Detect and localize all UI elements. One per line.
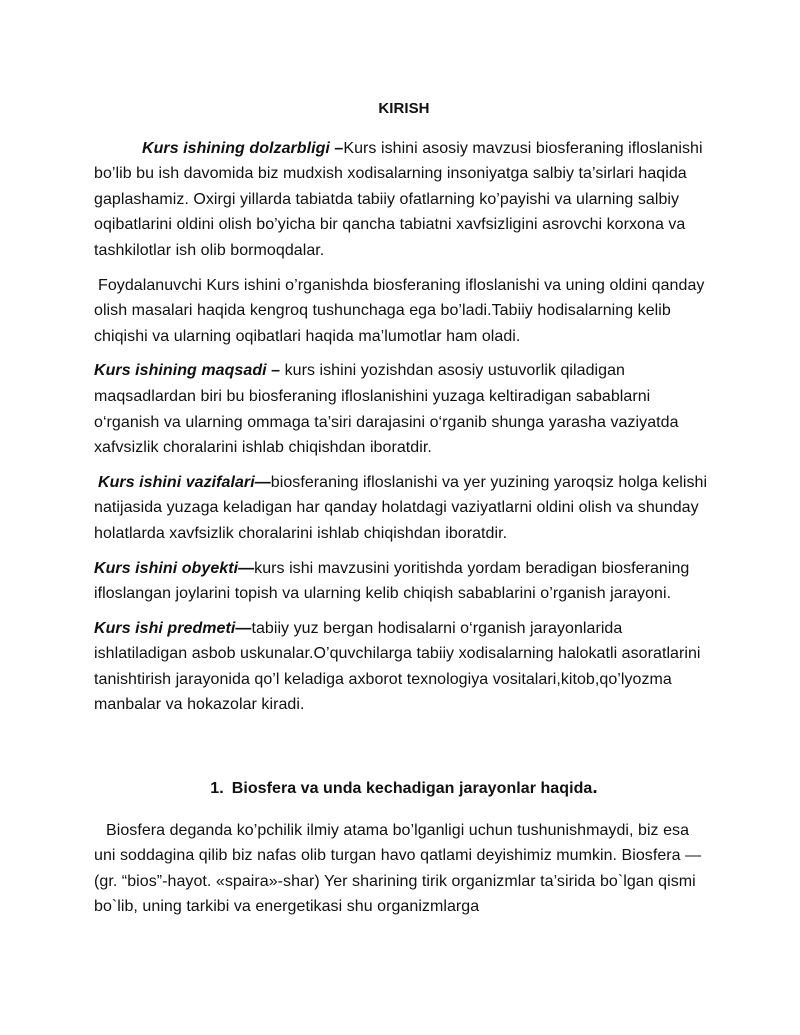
document-title: KIRISH [378,100,430,117]
section-title-text: Biosfera va unda kechadigan jarayonlar haqida [231,780,593,798]
paragraph-text: kurs ishini yozishdan asosiy ustuvorlik qiladigan maqsadlardan biri bu biosferaning ifloslanishini yuzaga keltiradigan sabablarni o‘rganish va ularning ommaga ta’siri darajasini o‘rganib shunga yarasha vaziyatda xafvsizlik choralarini ishlab chiqishdan iboratdir. [94,362,679,457]
paragraph-text: Foydalanuvchi Kurs ishini o’rganishda biosferaning ifloslanishi va uning oldini qanday olish masalari haqida kengroq tushunchaga ega bo’ladi.Tabiiy hodisalarning kelib chiqishi va ularning oqibatlari haqida ma’lumotlar ham oladi. [94,276,705,345]
paragraph-separator: – [329,139,344,157]
paragraph-text: tabiiy yuz bergan hodisalarni o‘rganish jarayonlarida ishlatiladigan asbob uskunalar.O’quvchilarga tabiiy xodisalarning halokatli asoratlarini tanishtirish jarayonida qo’l keladiga axborot texnologiya vositalari,kitob,qo’lyozma manbalar va hokazolar kiradi. [94,619,701,714]
paragraph-separator: — [254,473,271,491]
section-spacer [94,727,714,775]
paragraph-goal [94,358,714,460]
paragraph-object [94,556,714,607]
paragraph-text: Biosfera deganda ko’pchilik ilmiy atama bo’lganligi uchun tushunishmaydi, biz esa uni soddagina qilib biz nafas olib turgan havo qatlami deyishimiz mumkin. Biosfera — (gr. “bios”-hayot. «spaira»-shar) Yer sharining tirik organizmlar ta’sirida bo`lgan qismi bo`lib, uning tarkibi va energetikasi shu organizmlarga [94,821,702,916]
paragraph-separator: — [238,559,255,577]
paragraph-separator: – [266,362,285,380]
paragraph-subject [94,616,714,718]
paragraph-separator: — [235,619,252,637]
paragraph-lead: Kurs ishining maqsadi [94,362,267,380]
section-number: 1. [210,780,224,798]
paragraph-tasks [94,470,714,547]
document-body [94,96,714,929]
paragraph-biosphere [94,818,714,920]
paragraph-lead: Kurs ishini vazifalari [98,473,255,491]
section-title-end: . [592,777,598,799]
section-heading [94,775,714,802]
paragraph-text: biosferaning ifloslanishi va yer yuzining yaroqsiz holga kelishi natijasida yuzaga keladigan har qanday holatdagi vaziyatlarni oldini olish va shunday holatlarda xavfsizlik choralarini ishlab chiqishdan iboratdir. [94,473,708,542]
paragraph-lead: Kurs ishining dolzarbligi [142,139,330,157]
paragraph-user [94,273,714,350]
paragraph-lead: Kurs ishi predmeti [94,619,236,637]
paragraph-relevance [94,136,714,264]
paragraph-lead: Kurs ishini obyekti [94,559,239,577]
paragraph-text: kurs ishi mavzusini yoritishda yordam beradigan biosferaning ifloslangan joylarini topish va ularning kelib chiqish sabablarini o’rganish jarayoni. [94,559,690,603]
paragraph-text: Kurs ishini asosiy mavzusi biosferaning ifloslanishi bo’lib bu ish davomida biz mudxish xodisalarning insoniyatga salbiy ta’sirlari haqida gaplashamiz. Oxirgi yillarda tabiatda tabiiy ofatlarning ko’payishi va ularning salbiy oqibatlarini oldini olish bo’yicha bir qancha tabiatni xavfsizligini asrovchi korxona va tashkilotlar ish olib bormoqdalar. [94,139,703,259]
